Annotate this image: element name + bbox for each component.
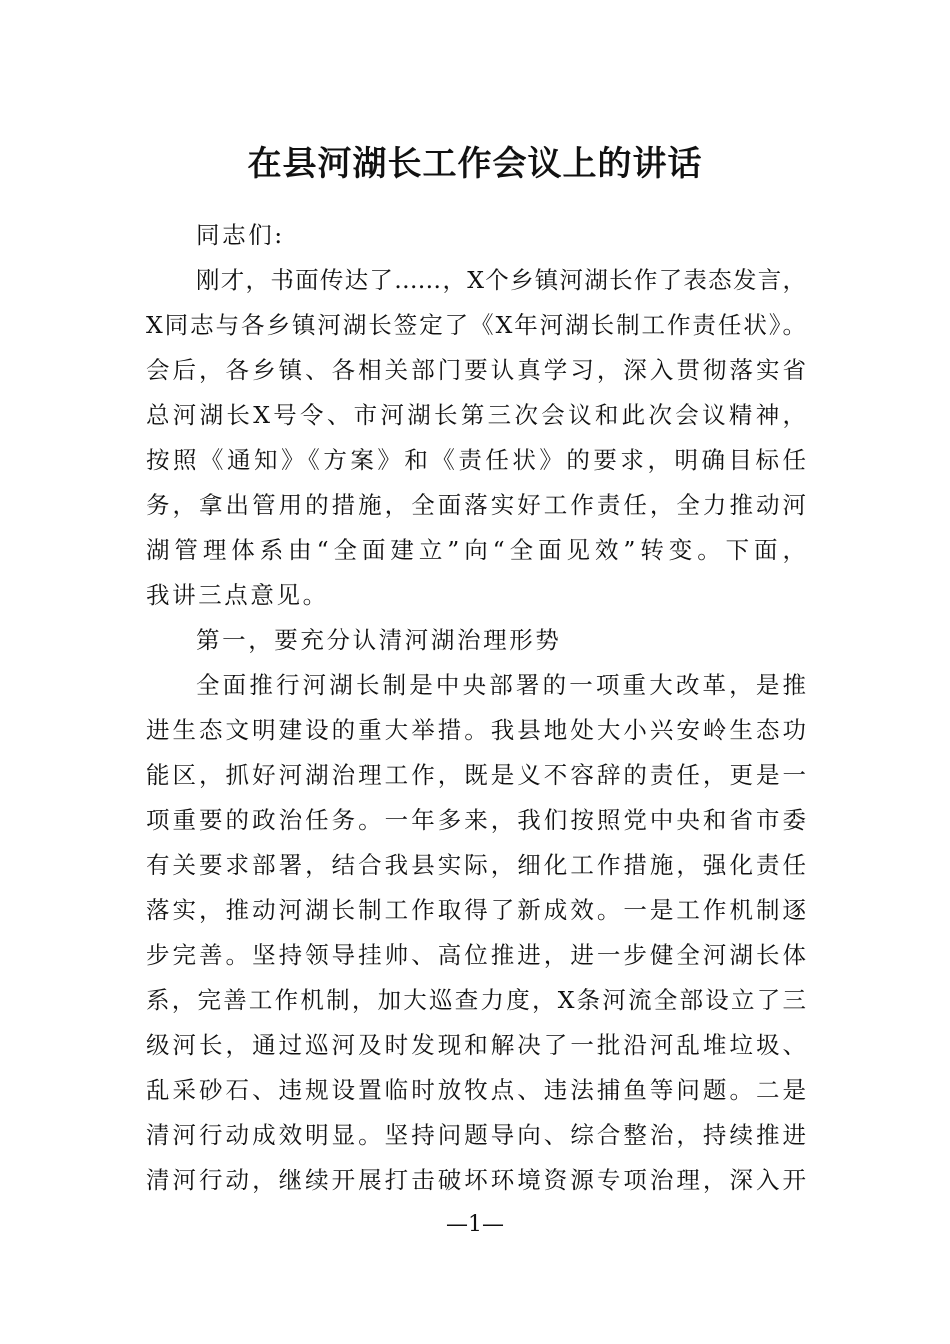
- paragraph-line: 总河湖长X号令、市河湖长第三次会议和此次会议精神，: [146, 401, 806, 429]
- paragraph-line: 进生态文明建设的重大举措。我县地处大小兴安岭生态功: [146, 716, 806, 744]
- paragraph-line: 湖管理体系由“全面建立”向“全面见效”转变。下面，: [146, 536, 806, 564]
- paragraph-line: 清河行动，继续开展打击破坏环境资源专项治理，深入开: [146, 1166, 806, 1194]
- paragraph-line: 乱采砂石、违规设置临时放牧点、违法捕鱼等问题。二是: [146, 1076, 806, 1104]
- paragraph-line: 全面推行河湖长制是中央部署的一项重大改革，是推: [196, 671, 806, 699]
- paragraph-line: 清河行动成效明显。坚持问题导向、综合整治，持续推进: [146, 1121, 806, 1149]
- section-heading: 第一，要充分认清河湖治理形势: [196, 626, 562, 654]
- document-title: 在县河湖长工作会议上的讲话: [247, 144, 703, 184]
- paragraph-line: 有关要求部署，结合我县实际，细化工作措施，强化责任: [146, 851, 806, 879]
- paragraph-line: 会后，各乡镇、各相关部门要认真学习，深入贯彻落实省: [146, 356, 806, 384]
- salutation: 同志们:: [196, 221, 285, 249]
- paragraph-line: 项重要的政治任务。一年多来，我们按照党中央和省市委: [146, 806, 806, 834]
- page-number: —1—: [446, 1212, 504, 1237]
- paragraph-line: 务，拿出管用的措施，全面落实好工作责任，全力推动河: [146, 491, 806, 519]
- paragraph-line: 能区，抓好河湖治理工作，既是义不容辞的责任，更是一: [146, 761, 806, 789]
- paragraph-line: 系，完善工作机制，加大巡查力度，X条河流全部设立了三: [146, 986, 806, 1014]
- paragraph-line: 级河长，通过巡河及时发现和解决了一批沿河乱堆垃圾、: [146, 1031, 806, 1059]
- paragraph-line: 步完善。坚持领导挂帅、高位推进，进一步健全河湖长体: [146, 941, 806, 969]
- paragraph-line: X同志与各乡镇河湖长签定了《X年河湖长制工作责任状》。: [146, 311, 806, 339]
- paragraph-line: 落实，推动河湖长制工作取得了新成效。一是工作机制逐: [146, 896, 806, 924]
- paragraph-line: 按照《通知》《方案》和《责任状》的要求，明确目标任: [146, 446, 806, 474]
- paragraph-line: 刚才，书面传达了……，X个乡镇河湖长作了表态发言，: [196, 266, 806, 294]
- paragraph-line: 我讲三点意见。: [146, 581, 329, 609]
